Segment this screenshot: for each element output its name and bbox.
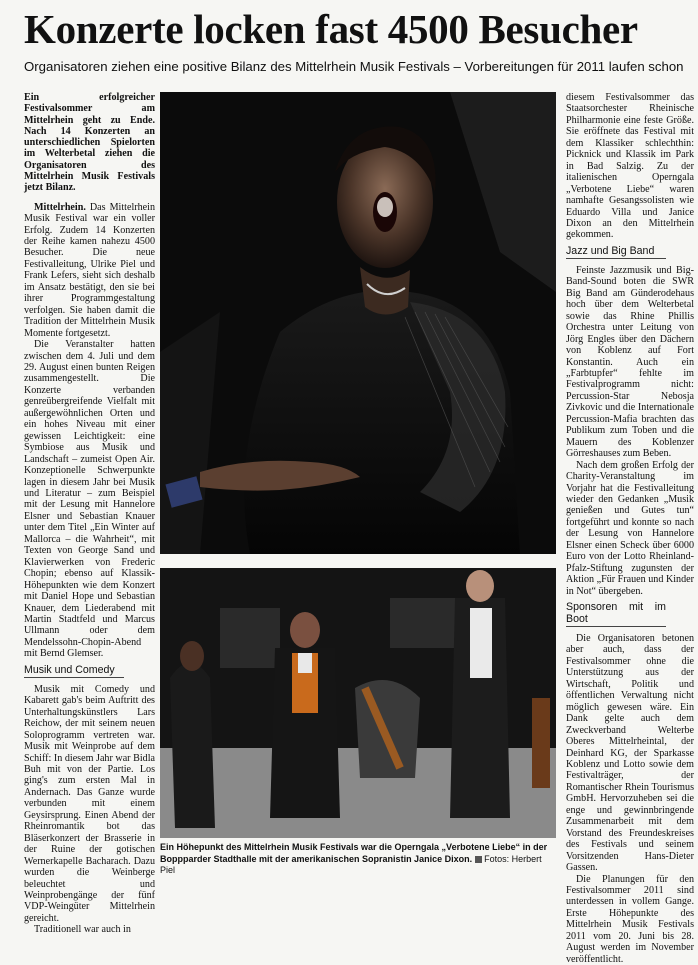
caption-text: Ein Höhepunkt des Mittelrhein Musik Festivals war die Operngala „Verbotene Liebe“ in der Boppparder Stadthalle mit der amerikanischen Sopranistin Janice Dixon. — [160, 842, 548, 864]
singer-photo — [160, 92, 556, 554]
body-paragraph: Feinste Jazzmusik und Big-Band-Sound boten die SWR Big Band am Günderodehaus hoch über dem Welterbetal sowie das Rhine Phillis Orchestra unter Leitung von Jörg Engles über den Dächern von Koblenz auf Fort Konstantin. Auch ein „Farbtupfer“ fehlte im Festivalprogramm nicht: Percussion-Star Nebosja Zivkovic und die Internationale Percussion-Mafia brachten das Publikum zum Toben und die Mauern des Koblenzer Görreshauses zum Beben. — [566, 264, 694, 460]
body-paragraph: Nach dem großen Erfolg der Charity-Veranstaltung im Vorjahr hat die Festivalleitung wieder den Gedanken „Musik genießen und Gutes tun“ fortgeführt und konnte so nach der Lesung von Hannelore Elsner einen Scheck über 6000 Euro von der Lotto Rheinland-Pfalz-Stiftung zugunsten der Aktion „Für Frauen und Kinder in Not“ übergeben. — [566, 459, 694, 597]
body-paragraph: Die Veranstalter hatten zwischen dem 4. Juli und dem 29. August einen bunten Reigen zusammengestellt. Die Konzerte verbanden genreübergreifende Vielfalt mit außergewöhnlichen Orten und ein hohes Niveau mit einer gewissen Leichtigkeit: eine Symbiose aus Musik und Landschaft – zumeist Open Air. Konzeptionelle Schwerpunkte lagen in diesem Jahr bei Musik und Literatur – zum Beispiel mit der Lesung mit Hannelore Elsner und Sebastian Knauer unter dem Titel „Ein Winter auf Mallorca – die Wahrheit“, mit Texten von George Sand und Klavierwerken von Frederic Chopin; ebenso auf Klassik-Höhepunkten wie dem Konzert mit Daniel Hope und Sebastian Knauer, dem Liederabend mit Martin Stadtfeld und Marcus Ullmann oder dem Mendelssohn-Chopin-Abend mit Bernd Glemser. — [24, 339, 155, 660]
caption-marker — [475, 856, 482, 863]
article-column-right — [566, 92, 694, 965]
article-column-left — [24, 92, 155, 936]
section-subtitle: Jazz und Big Band — [566, 245, 666, 259]
opera-gala-photo-graphic — [160, 568, 556, 838]
body-paragraph: diesem Festivalsommer das Staatsorchester Rheinische Philharmonie eine feste Größe. Sie eröffnete das Festival mit dem Klassiker schlechthin: Picknick und Klassik im Park in Bad Salzig. Zu der italienischen Operngala „Verbotene Liebe“ waren namhafte Gesangssolisten wie Eduardo Villa und Janice Dixon an den Mittelrhein gekommen. — [566, 92, 694, 241]
photo-caption — [160, 842, 558, 877]
photo-credit: Fotos: Herbert Piel — [160, 853, 542, 875]
body-paragraph: Die Planungen für den Festivalsommer 2011 sind unterdessen in vollem Gange. Erste Höhepunkte des Mittelrhein Musik Festivals 2011 vom 20. Juni bis 28. August werden im November veröffentlicht. — [566, 873, 694, 965]
body-paragraph: Die Organisatoren betonen aber auch, dass der Festivalsommer ohne die Unterstützung aus der Wirtschaft, Politik und öffentlichen Verwaltung nicht möglich gewesen wäre. Ein Dank gelte auch dem Zweckverband Welterbe Oberes Mittelrheintal, der Deinhard KG, der Sparkasse Koblenz und Lotto sowie dem Festivalträger, der Romantischer Rhein Tourismus GmbH. Hervorzuheben sei die enge und gewinnbringende Zusammenarbeit mit dem Vorstand des Freundeskreises des Festivals und seinem Vorsitzenden Hans-Dieter Gassen. — [566, 633, 694, 874]
lead-paragraph: Ein erfolgreicher Festivalsommer am Mittelrhein geht zu Ende. Nach 14 Konzerten an unterschiedlichen Spielorten im Welterbetal ziehen die Organisatoren des Mittelrhein Musik Festivals jetzt Bilanz. — [24, 92, 155, 194]
section-subtitle: Sponsoren mit im Boot — [566, 601, 666, 626]
headline: Konzerte locken fast 4500 Besucher — [24, 6, 638, 52]
dateline: Mittelrhein. — [34, 201, 86, 213]
opera-gala-photo — [160, 568, 556, 838]
singer-photo-graphic — [160, 92, 556, 554]
body-paragraph: Musik mit Comedy und Kabarett gab's beim Auftritt des Unterhaltungskünstlers Lars Reichow, der mit seinem neuen Soloprogramm vertreten war. Musik mit Weinprobe auf dem Schiff: In diesem Jahr war Bidla Buh mit von der Partie. Los ging's zum ersten Mal in Andernach. Das Ganze wurde verbunden mit einem Geysirsprung. Einen Abend der Rheinromantik bot das Bläserkonzert der Brasserie in der Ruine der gotischen Wernerkapelle Bacharach. Dazu wurden die Weinberge beleuchtet und Weinprobengänge der fünf VDP-Weingüter Mittelrhein gereicht. — [24, 683, 155, 924]
body-paragraph — [24, 202, 155, 339]
section-subtitle: Musik und Comedy — [24, 664, 124, 678]
body-text: Das Mittelrhein Musik Festival war ein voller Erfolg. Zudem 14 Konzerten der Reihe kamen nahezu 4500 Besucher. Die neue Festivalleitung, Ulrike Piel und Frank Lefers, sieht sich deshalb im Ansatz bestätigt, den sie bei ihrer Programmgestaltung verfolgen. Sie haben damit die Tradition der Mittelrhein Musik Momente fortgesetzt. — [24, 201, 155, 339]
body-paragraph: Traditionell war auch in — [34, 924, 131, 936]
subheadline: Organisatoren ziehen eine positive Bilanz des Mittelrhein Musik Festivals – Vorbereitungen für 2011 laufen schon — [24, 59, 684, 74]
